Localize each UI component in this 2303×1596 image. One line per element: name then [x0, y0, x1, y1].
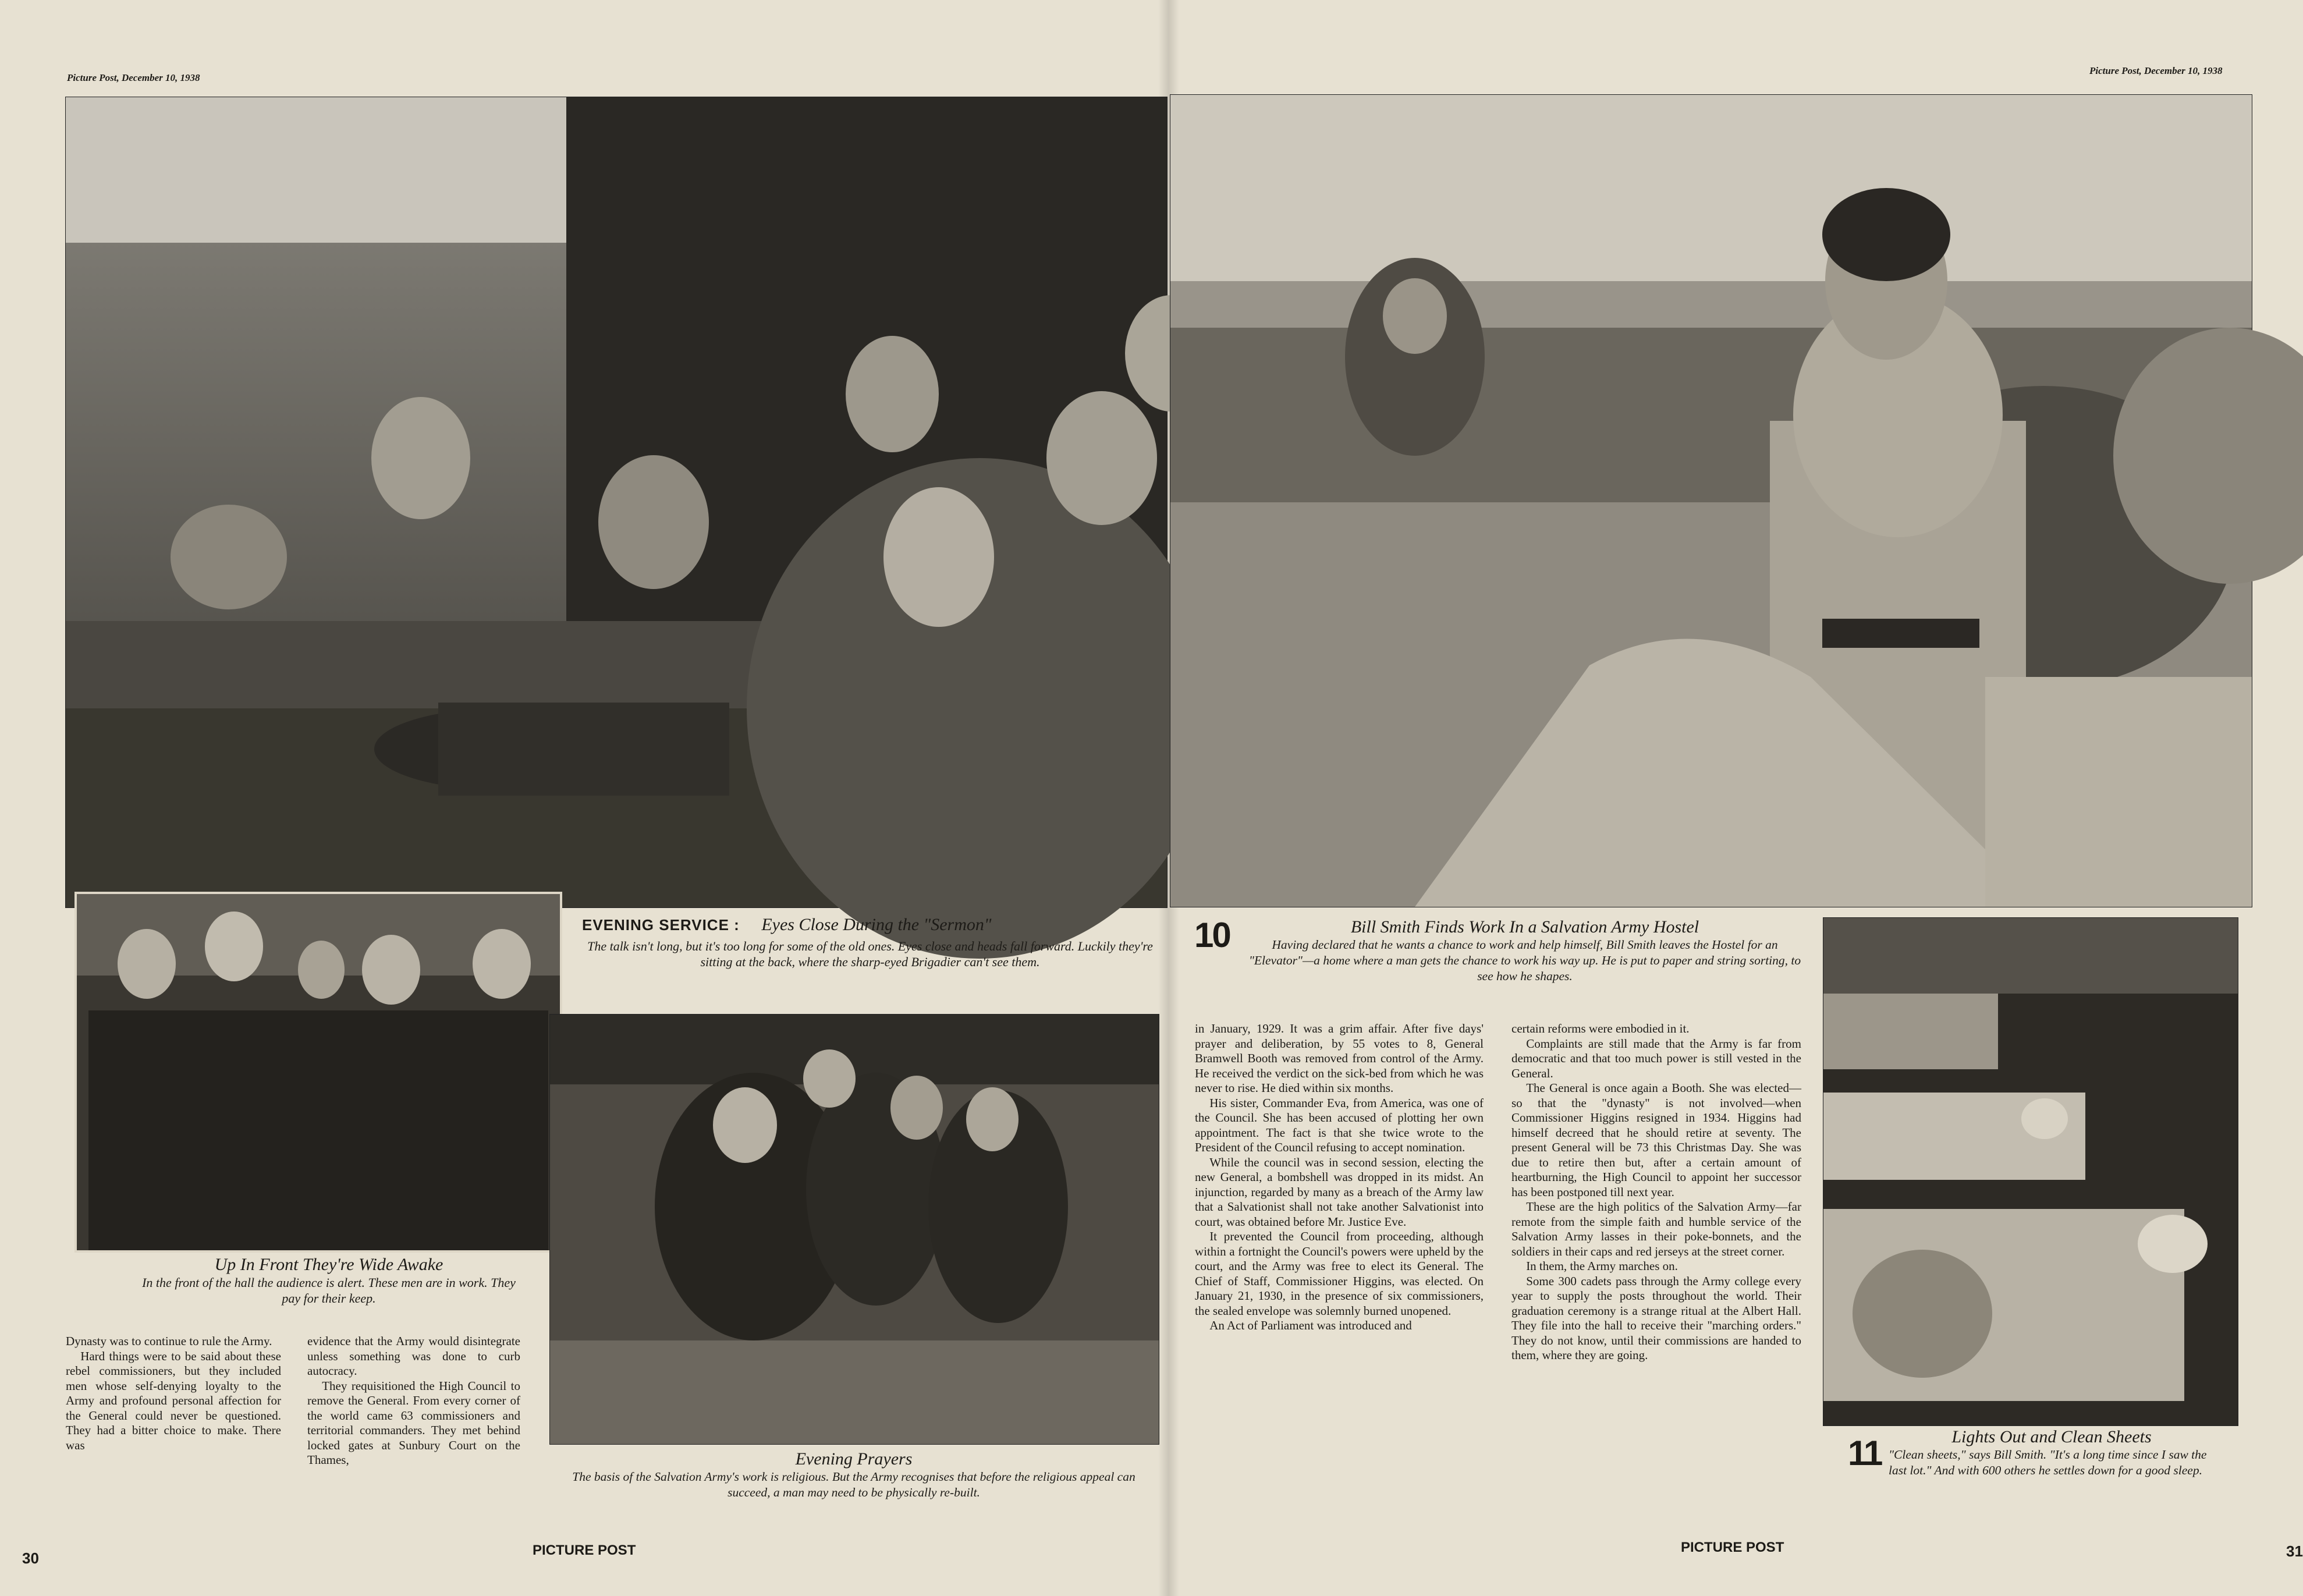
paragraph: His sister, Commander Eva, from America, was one of the Council. She has been accused of plotting her own appointment. The fact is that she twice wrote to the President of the Council refusing to accept nomination. [1195, 1095, 1484, 1154]
evening-service-photo [65, 97, 1168, 908]
caption-10-body: Having declared that he wants a chance to work and help himself, Bill Smith leaves the Hostel for an "Elevator"—a home where a man gets the chance to work his way up. He is put to paper and string sorting, to see how he shapes. [1248, 938, 1801, 983]
paragraph: in January, 1929. It was a grim affair. After five days' prayer and deliberation, by 55 votes to 8, General Bramwell Booth was removed from control of the Army. He received the verdict on the sick-bed from which he was never to rise. He died within six months. [1195, 1022, 1484, 1095]
paragraph: Some 300 cadets pass through the Army college every year to supply the posts throughout the world. Their graduation ceremony is a strange ritual at the Albert Hall. They file into the hall to receive their "marching orders." They do not know, until their commissions are handed to them, where they are going. [1511, 1274, 1801, 1362]
caption-11 [1889, 1427, 2215, 1478]
paragraph: Hard things were to be said about these rebel commissioners, but they included men whose self-denying loyalty to the Army and profound personal affection for the General could never be questioned. They had a bitter choice to make. There was [66, 1349, 281, 1452]
evening-prayers-caption [549, 1449, 1158, 1501]
evening-service-title: Eyes Close During the "Sermon" [761, 915, 992, 934]
evening-service-caption [582, 915, 1158, 970]
caption-10 [1245, 917, 1804, 984]
caption-10-number: 10 [1194, 916, 1230, 955]
evening-service-label: EVENING SERVICE : [582, 916, 740, 934]
evening-service-body: The talk isn't long, but it's too long for some of the old ones. Eyes close and heads fall forward. Luckily they're sitting at the back, where the sharp-eyed Brigadier can't see them. [587, 939, 1153, 969]
right-page-header: Picture Post, December 10, 1938 [2089, 65, 2223, 76]
paragraph: An Act of Parliament was introduced and [1209, 1318, 1412, 1332]
paragraph: evidence that the Army would disintegrate unless something was done to curb autocracy. [307, 1334, 520, 1378]
left-page-number: 30 [22, 1549, 39, 1567]
left-page-header: Picture Post, December 10, 1938 [67, 72, 200, 83]
paragraph: Dynasty was to continue to rule the Army. [66, 1334, 272, 1348]
right-page-number: 31 [2286, 1542, 2303, 1560]
left-body-column-2 [307, 1334, 520, 1468]
evening-prayers-title: Evening Prayers [795, 1449, 913, 1469]
caption-10-title: Bill Smith Finds Work In a Salvation Army Hostel [1350, 917, 1699, 937]
bill-smith-photo [1170, 94, 2252, 907]
lights-out-photo [1823, 917, 2238, 1426]
evening-prayers-photo [549, 1014, 1159, 1445]
caption-11-body: "Clean sheets," says Bill Smith. "It's a long time since I saw the last lot." And with 600 others he settles down for a good sleep. [1889, 1448, 2207, 1477]
caption-11-title: Lights Out and Clean Sheets [1951, 1427, 2152, 1446]
up-in-front-title: Up In Front They're Wide Awake [214, 1255, 443, 1274]
right-body-column-1 [1195, 1022, 1484, 1333]
paragraph: These are the high politics of the Salvation Army—far remote from the simple faith and humble service of the Salvation Army lasses in their poke-bonnets, and the soldiers in their caps and red jerseys at the street corner. [1511, 1200, 1801, 1258]
paragraph: While the council was in second session, electing the new General, a bombshell was dropped in its midst. An injunction, regarded by many as a breach of the Army law that a Salvationist shall not take another Salvationist into court, was obtained before Mr. Justice Eve. [1195, 1155, 1484, 1229]
paragraph: In them, the Army marches on. [1526, 1259, 1678, 1273]
paragraph: It prevented the Council from proceeding, although within a fortnight the Council's powers were upheld by the court, and the Army was free to elect its General. The Chief of Staff, Commissioner Higgins, was elected. On January 21, 1930, in the presence of six commissioners, the sealed envelope was solemnly burned unopened. [1195, 1229, 1484, 1318]
left-body-column-1 [66, 1334, 281, 1453]
up-in-front-body: In the front of the hall the audience is alert. These men are in work. They pay for their keep. [142, 1275, 516, 1306]
paragraph: They requisitioned the High Council to remove the General. From every corner of the world came 63 commissioners and territorial commanders. They met behind locked gates at Sunbury Court on the Thames, [307, 1378, 520, 1467]
paragraph: The General is once again a Booth. She was elected—so that the "dynasty" is not involved—when Commissioner Higgins resigned in 1934. Higgins had himself decreed that he should retire at seventy. The present General will be 73 this Christmas Day. She was due to retire then but, after a certain amount of heartburning, the High Council to appoint her successor has been postponed till next year. [1511, 1081, 1801, 1199]
caption-11-number: 11 [1848, 1434, 1882, 1473]
right-page-footer: PICTURE POST [1681, 1540, 1784, 1555]
paragraph: certain reforms were embodied in it. [1511, 1022, 1690, 1035]
paragraph: Complaints are still made that the Army is far from democratic and that too much power is still vested in the General. [1511, 1036, 1801, 1080]
up-in-front-caption [134, 1255, 524, 1306]
left-page-footer: PICTURE POST [533, 1542, 636, 1558]
up-in-front-photo [74, 892, 562, 1253]
right-body-column-2 [1511, 1022, 1801, 1363]
evening-prayers-body: The basis of the Salvation Army's work is religious. But the Army recognises that before the religious appeal can succeed, a man may need to be physically re-built. [572, 1470, 1135, 1499]
